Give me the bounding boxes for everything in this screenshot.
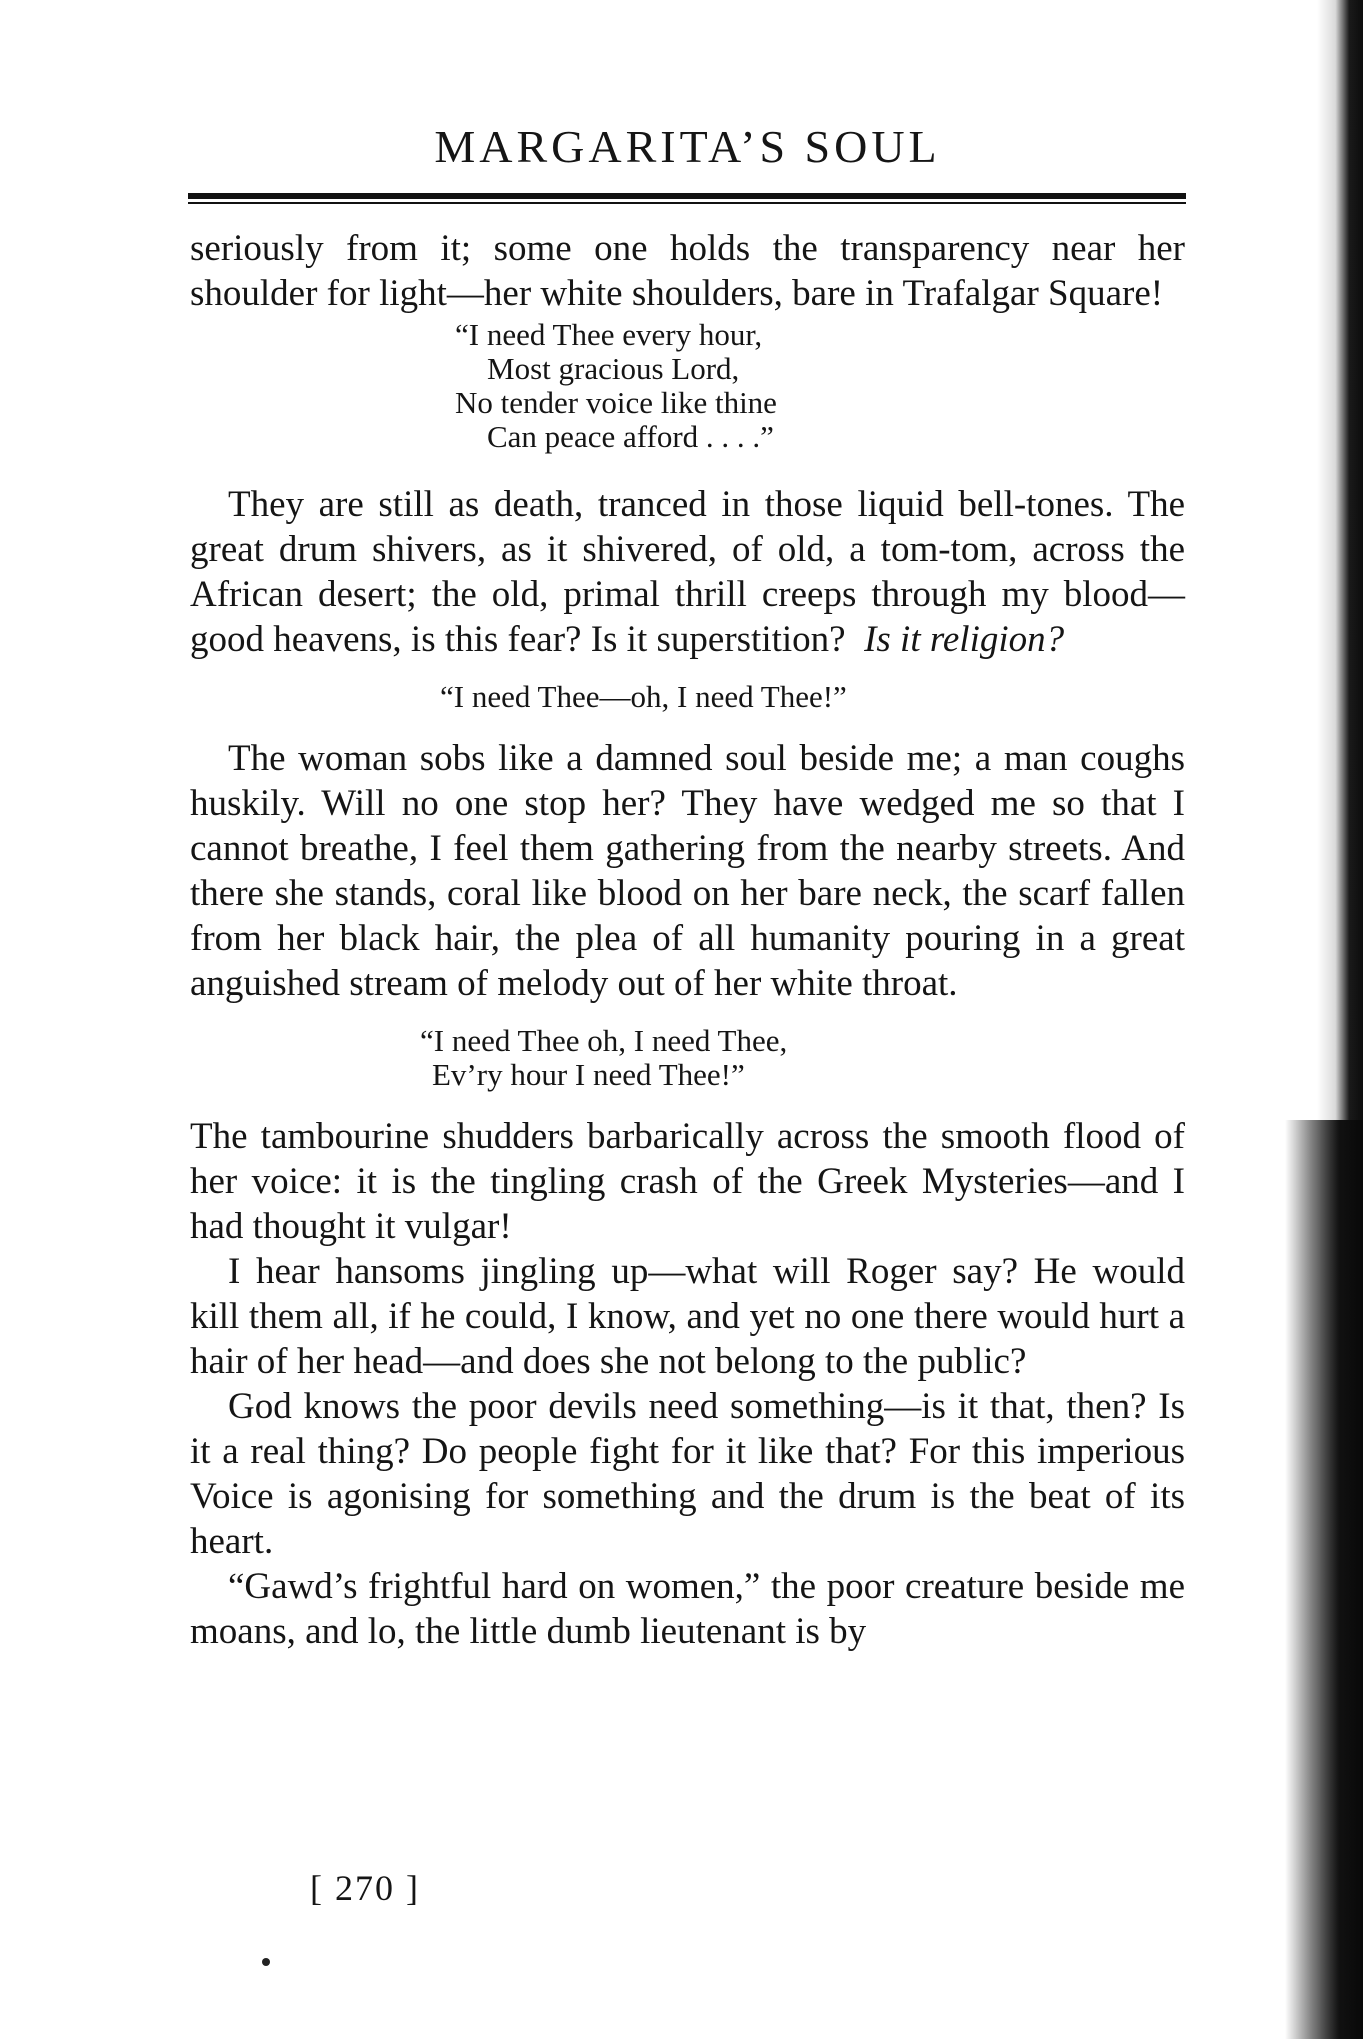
paragraph-2-text: They are still as death, tranced in those liquid bell-tones. The great drum shivers, as it shivered, of old, a tom-tom, across the African desert; the old, primal thrill creeps through my blood—good heavens, is this fear? Is it superstition? [190,484,1185,660]
verse-2-line-1: “I need Thee—oh, I need Thee!” [440,679,847,714]
paragraph-5: I hear hansoms jingling up—what will Roger say? He would kill them all, if he could, I know, and yet no one there would hurt a hair of her head—and does she not belong to the public? [190,1251,1185,1382]
header-rule-thick [188,193,1186,199]
verse-1-line-3: No tender voice like thine [455,385,777,420]
verse-1-line-4: Can peace afford . . . .” [487,419,774,454]
verse-1-line-1: “I need Thee every hour, [455,317,763,352]
page-number: [ 270 ] [310,1868,420,1908]
verse-1 [455,318,1185,454]
paragraph-7: “Gawd’s frightful hard on women,” the poor creature beside me moans, and lo, the little dumb lieutenant is by [190,1566,1185,1652]
page-edge-blot [1285,1120,1363,2039]
header-rule-thin [188,202,1186,204]
paragraph-3: The woman sobs like a damned soul beside me; a man coughs huskily. Will no one stop her? They have wedged me so that I cannot breathe, I feel them gathering from the nearby streets. And there she stands, coral like blood on her bare neck, the scarf fallen from her black hair, the plea of all humanity pouring in a great anguished stream of melody out of her white throat. [190,738,1185,1004]
paragraph-6: God knows the poor devils need something—is it that, then? Is it a real thing? Do people fight for it like that? For this imperious Voice is agonising for something and the drum is the beat of its heart. [190,1386,1185,1562]
paragraph-2-italic: Is it religion? [864,619,1065,660]
paragraph-2 [190,482,1185,662]
verse-1-line-2: Most gracious Lord, [487,351,740,386]
body-text [190,226,1185,1654]
verse-2 [440,680,1185,714]
paragraph-1: seriously from it; some one holds the transparency near her shoulder for light—her white shoulders, bare in Trafalgar Square! [190,228,1185,314]
running-head: MARGARITA’S SOUL [434,121,941,172]
verse-3 [420,1024,1185,1092]
verse-3-line-2: Ev’ry hour I need Thee!” [432,1057,745,1092]
ink-speck [262,1958,270,1966]
paragraph-4: The tambourine shudders barbarically across the smooth flood of her voice: it is the tingling crash of the Greek Mysteries—and I had thought it vulgar! [190,1116,1185,1247]
verse-3-line-1: “I need Thee oh, I need Thee, [420,1023,788,1058]
